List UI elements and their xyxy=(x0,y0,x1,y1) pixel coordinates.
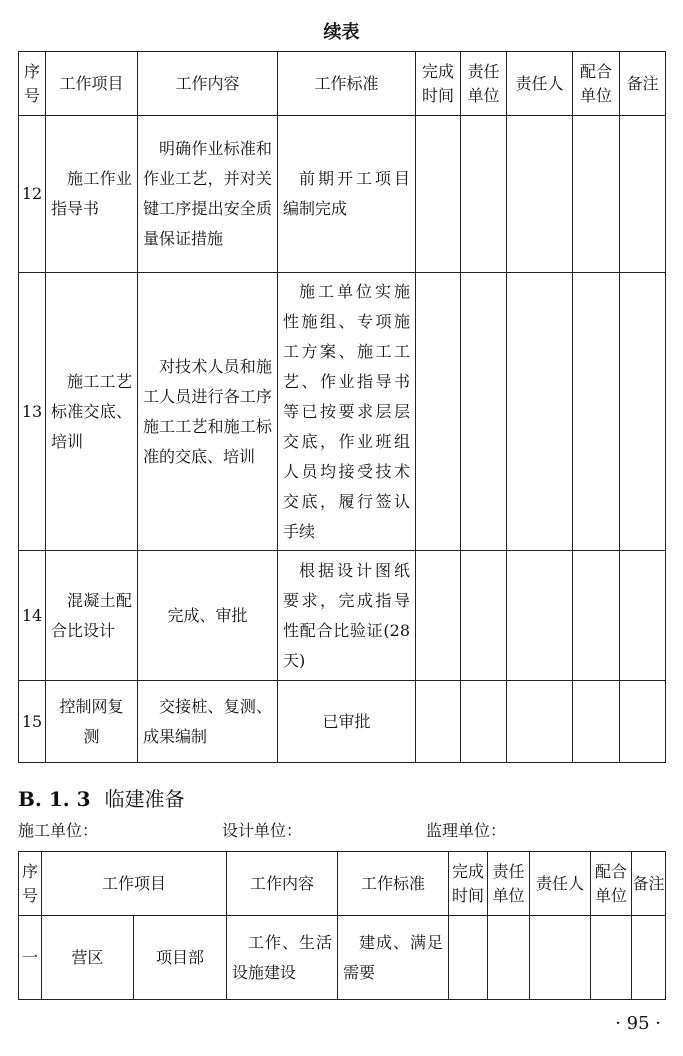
row-item-category: 营区 xyxy=(42,916,134,1000)
supervision-unit-label: 监理单位： xyxy=(426,821,507,840)
header-no: 序号 xyxy=(19,852,42,916)
row-standard: 前期开工项目编制完成 xyxy=(278,116,416,273)
header-done-time: 完成时间 xyxy=(449,852,488,916)
table-row xyxy=(19,551,666,681)
header-coop-unit: 配合单位 xyxy=(573,52,620,116)
row-standard: 已审批 xyxy=(278,681,416,763)
design-unit-label: 设计单位： xyxy=(222,821,303,840)
header-resp-unit: 责任单位 xyxy=(461,52,507,116)
header-resp-unit: 责任单位 xyxy=(488,852,530,916)
row-item: 控制网复测 xyxy=(46,681,138,763)
row-content: 工作、生活设施建设 xyxy=(227,916,338,1000)
page-number: · 95 · xyxy=(615,1013,661,1034)
header-remark: 备注 xyxy=(620,52,666,116)
row-item: 施工工艺标准交底、培训 xyxy=(46,273,138,551)
row-content: 明确作业标准和作业工艺，并对关键工序提出安全质量保证措施 xyxy=(138,116,278,273)
row-content: 对技术人员和施工人员进行各工序施工工艺和施工标准的交底、培训 xyxy=(138,273,278,551)
camp-preparation-table xyxy=(18,851,666,1000)
row-item-sub: 项目部 xyxy=(134,916,227,1000)
row-no: 12 xyxy=(19,116,46,273)
row-standard: 根据设计图纸要求，完成指导性配合比验证(28天) xyxy=(278,551,416,681)
header-remark: 备注 xyxy=(632,852,666,916)
section-title: 临建准备 xyxy=(104,787,185,811)
page-title: 续表 xyxy=(323,22,360,43)
header-standard: 工作标准 xyxy=(278,52,416,116)
table-header-row xyxy=(19,852,666,916)
row-no: 13 xyxy=(19,273,46,551)
table-row xyxy=(19,681,666,763)
row-no: 一 xyxy=(19,916,42,1000)
row-no: 15 xyxy=(19,681,46,763)
header-resp-person: 责任人 xyxy=(530,852,591,916)
row-item: 施工作业指导书 xyxy=(46,116,138,273)
section-number: B. 1. 3 xyxy=(18,787,91,811)
header-content: 工作内容 xyxy=(138,52,278,116)
table-row xyxy=(19,273,666,551)
header-coop-unit: 配合单位 xyxy=(591,852,632,916)
row-content: 完成、审批 xyxy=(138,551,278,681)
table-row xyxy=(19,116,666,273)
table-row xyxy=(19,916,666,1000)
header-item: 工作项目 xyxy=(42,852,227,916)
header-resp-person: 责任人 xyxy=(507,52,573,116)
row-content: 交接桩、复测、成果编制 xyxy=(138,681,278,763)
header-item: 工作项目 xyxy=(46,52,138,116)
row-standard: 建成、满足需要 xyxy=(338,916,449,1000)
construction-unit-label: 施工单位： xyxy=(18,821,99,840)
table-header-row xyxy=(19,52,666,116)
row-standard: 施工单位实施性施组、专项施工方案、施工工艺、作业指导书等已按要求层层交底，作业班组人员均接受技术交底，履行签认手续 xyxy=(278,273,416,551)
row-no: 14 xyxy=(19,551,46,681)
row-item: 混凝土配合比设计 xyxy=(46,551,138,681)
work-table-continued xyxy=(18,51,666,763)
header-standard: 工作标准 xyxy=(338,852,449,916)
section-heading xyxy=(18,783,185,812)
header-done-time: 完成时间 xyxy=(416,52,461,116)
header-no: 序号 xyxy=(19,52,46,116)
header-content: 工作内容 xyxy=(227,852,338,916)
